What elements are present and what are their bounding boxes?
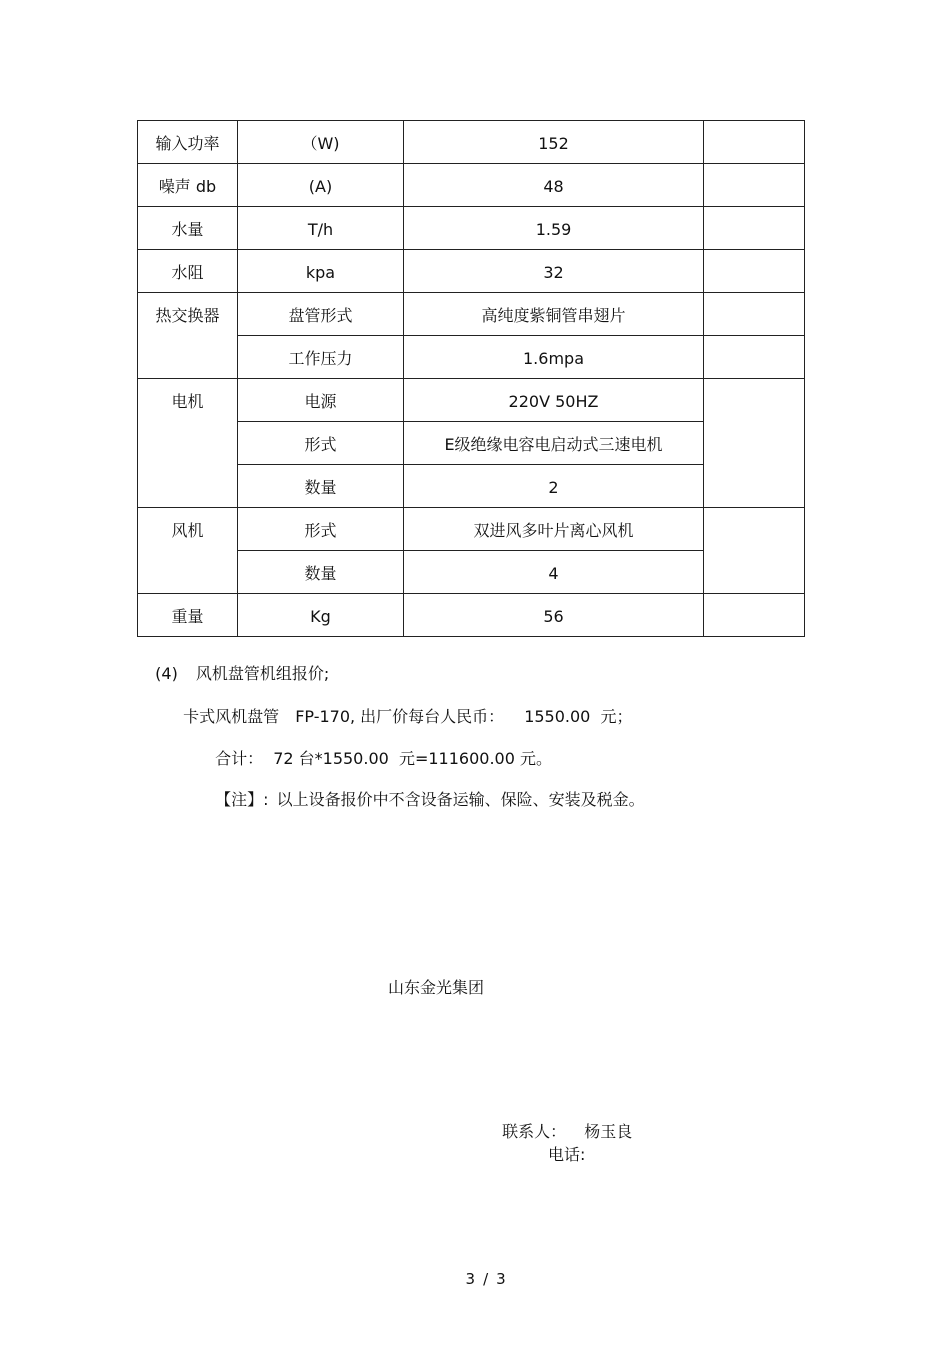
value-cell: 高纯度紫铜管串翅片: [404, 293, 704, 336]
total-label: 合计：: [215, 749, 264, 768]
contact-name: 杨玉良: [584, 1122, 633, 1141]
value-cell: 1.6mpa: [404, 336, 704, 379]
value-cell: 56: [404, 594, 704, 637]
value-cell: 2: [404, 465, 704, 508]
unit-cell: T/h: [238, 207, 404, 250]
param-cell: 噪声 db: [138, 164, 238, 207]
quote-item: 卡式风机盘管: [183, 707, 280, 726]
contact-line: [492, 1100, 632, 1142]
value-cell: 4: [404, 551, 704, 594]
note-cell: [704, 207, 805, 250]
unit-cell: 盘管形式: [238, 293, 404, 336]
table-row: [138, 293, 805, 336]
page-current: 3: [465, 1270, 476, 1288]
unit-cell: kpa: [238, 250, 404, 293]
unit-cell: 形式: [238, 422, 404, 465]
param-cell: 热交换器: [138, 293, 238, 379]
unit-cell: 工作压力: [238, 336, 404, 379]
note-cell: [704, 121, 805, 164]
value-cell: 32: [404, 250, 704, 293]
unit-cell: 数量: [238, 465, 404, 508]
value-cell: 220V 50HZ: [404, 379, 704, 422]
note-cell: [704, 293, 805, 336]
note-text: 以上设备报价中不含设备运输、保险、安装及税金。: [276, 790, 645, 809]
value-cell: 双进风多叶片离心风机: [404, 508, 704, 551]
quote-price: 1550.00 元；: [524, 707, 633, 726]
note-cell: [704, 336, 805, 379]
unit-cell: (A): [238, 164, 404, 207]
quote-line: [173, 685, 633, 727]
unit-cell: 数量: [238, 551, 404, 594]
page-number: [456, 1252, 506, 1288]
param-cell: 水量: [138, 207, 238, 250]
table-row: [138, 508, 805, 551]
value-cell: 48: [404, 164, 704, 207]
section-number: (4): [155, 664, 178, 683]
note-label: 【注】:: [215, 790, 269, 809]
param-cell: 风机: [138, 508, 238, 594]
phone-label: 电话:: [548, 1145, 586, 1164]
table-row: [138, 121, 805, 164]
unit-cell: （W): [238, 121, 404, 164]
value-cell: 152: [404, 121, 704, 164]
table-row: [138, 164, 805, 207]
quote-model: FP-170, 出厂价每台人民币：: [295, 707, 505, 726]
page-total: 3: [496, 1270, 506, 1288]
table-row: [138, 250, 805, 293]
param-cell: 水阻: [138, 250, 238, 293]
table-row: [138, 336, 805, 379]
contact-label: 联系人：: [502, 1122, 567, 1141]
note-cell: [704, 594, 805, 637]
note-cell: [704, 508, 805, 594]
value-cell: E级绝缘电容电启动式三速电机: [404, 422, 704, 465]
unit-cell: Kg: [238, 594, 404, 637]
page-sep: /: [483, 1270, 489, 1288]
note-cell: [704, 164, 805, 207]
total-calc: 72 台*1550.00 元=111600.00 元。: [273, 749, 552, 768]
section-title: 风机盘管机组报价;: [195, 664, 330, 683]
unit-cell: 形式: [238, 508, 404, 551]
table-row: [138, 207, 805, 250]
table-row: [138, 379, 805, 422]
param-cell: 电机: [138, 379, 238, 508]
note-line: [205, 768, 645, 810]
section-heading: [145, 642, 329, 684]
total-line: [205, 727, 552, 769]
value-cell: 1.59: [404, 207, 704, 250]
note-cell: [704, 250, 805, 293]
param-cell: 重量: [138, 594, 238, 637]
param-cell: 输入功率: [138, 121, 238, 164]
company-name: 山东金光集团: [388, 978, 485, 997]
unit-cell: 电源: [238, 379, 404, 422]
note-cell: [704, 379, 805, 508]
spec-table: [137, 120, 805, 637]
table-row: [138, 594, 805, 637]
